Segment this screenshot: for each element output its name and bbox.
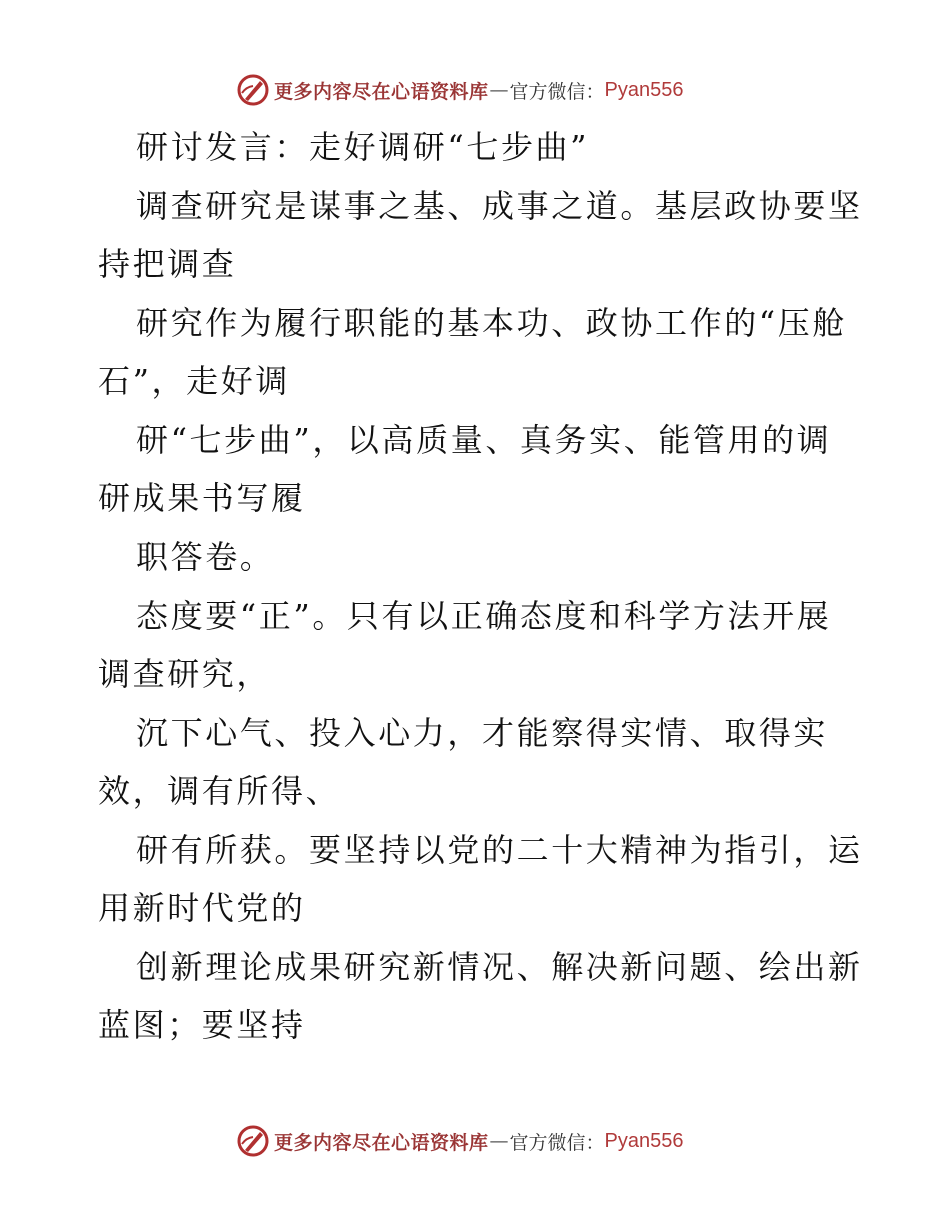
paragraph-line: 调查研究是谋事之基、成事之道。基层政协要坚 bbox=[136, 187, 863, 225]
paragraph-line: 持把调查 bbox=[98, 245, 237, 283]
quill-logo-icon bbox=[236, 1124, 270, 1158]
paragraph-line: 效，调有所得、 bbox=[98, 772, 341, 810]
banner-wechat-label: 官方微信： bbox=[509, 80, 605, 103]
document-title: 研讨发言：走好调研“七步曲” bbox=[136, 128, 590, 166]
paragraph-line: 调查研究， bbox=[98, 655, 272, 693]
paragraph-line: 职答卷。 bbox=[136, 538, 275, 576]
banner-title: 更多内容尽在心语资料库 bbox=[274, 80, 489, 103]
banner-wechat-id: Pyan556 bbox=[604, 78, 684, 101]
paragraph-line: 研成果书写履 bbox=[98, 479, 306, 517]
paragraph-line: 研“七步曲”，以高质量、真务实、能管用的调 bbox=[136, 421, 832, 459]
banner-separator: — bbox=[489, 79, 509, 101]
footer-banner bbox=[236, 1124, 684, 1158]
paragraph-line: 用新时代党的 bbox=[98, 889, 306, 927]
quill-logo-icon bbox=[236, 73, 270, 107]
banner-title: 更多内容尽在心语资料库 bbox=[274, 1131, 489, 1154]
paragraph-line: 石”，走好调 bbox=[98, 362, 290, 400]
paragraph-line: 创新理论成果研究新情况、解决新问题、绘出新 bbox=[136, 948, 863, 986]
banner-wechat-id: Pyan556 bbox=[604, 1129, 684, 1152]
paragraph-line: 蓝图；要坚持 bbox=[98, 1006, 306, 1044]
paragraph-line: 态度要“正”。只有以正确态度和科学方法开展 bbox=[136, 597, 832, 635]
paragraph-line: 研究作为履行职能的基本功、政协工作的“压舱 bbox=[136, 304, 847, 342]
header-banner bbox=[236, 73, 684, 107]
banner-wechat-label: 官方微信： bbox=[509, 1131, 605, 1154]
paragraph-line: 沉下心气、投入心力，才能察得实情、取得实 bbox=[136, 714, 829, 752]
banner-separator: — bbox=[489, 1130, 509, 1152]
paragraph-line: 研有所获。要坚持以党的二十大精神为指引，运 bbox=[136, 831, 863, 869]
